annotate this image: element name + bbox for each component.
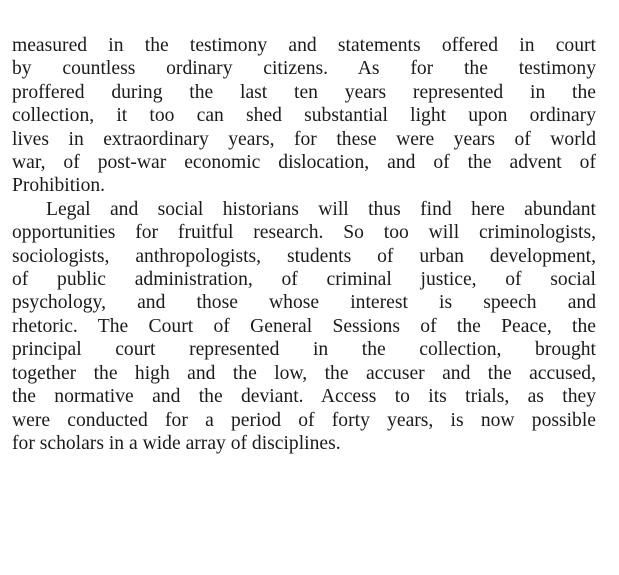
text-line: were conducted for a period of forty years, is now possible xyxy=(12,409,596,431)
text-line: proffered during the last ten years represented in the xyxy=(12,81,596,103)
text-line: the normative and the deviant. Access to its trials, as they xyxy=(12,386,596,408)
text-line: together the high and the low, the accuser and the accused, xyxy=(12,362,596,384)
text-line: rhetoric. The Court of General Sessions of the Peace, the xyxy=(12,315,596,337)
text-line: lives in extraordinary years, for these were years of world xyxy=(12,128,596,150)
text-line: principal court represented in the collection, brought xyxy=(12,339,596,361)
text-line: measured in the testimony and statements offered in court xyxy=(12,35,596,56)
text-line: Prohibition. xyxy=(12,175,106,197)
text-line: war, of post-war economic dislocation, and of the advent of xyxy=(12,152,596,174)
text-line: for scholars in a wide array of disciplines. xyxy=(12,432,341,454)
text-line: psychology, and those whose interest is speech and xyxy=(12,292,596,314)
text-line: Legal and social historians will thus find here abundant xyxy=(46,198,596,220)
text-line: opportunities for fruitful research. So too will criminologists, xyxy=(12,222,596,244)
text-line: by countless ordinary citizens. As for the testimony xyxy=(12,58,596,80)
text-line: sociologists, anthropologists, students of urban development, xyxy=(12,245,596,267)
text-line: of public administration, of criminal justice, of social xyxy=(12,269,596,291)
document-page xyxy=(12,34,596,455)
paragraph-1 xyxy=(12,34,596,198)
text-line: collection, it too can shed substantial light upon ordinary xyxy=(12,105,596,127)
paragraph-2 xyxy=(12,198,596,455)
